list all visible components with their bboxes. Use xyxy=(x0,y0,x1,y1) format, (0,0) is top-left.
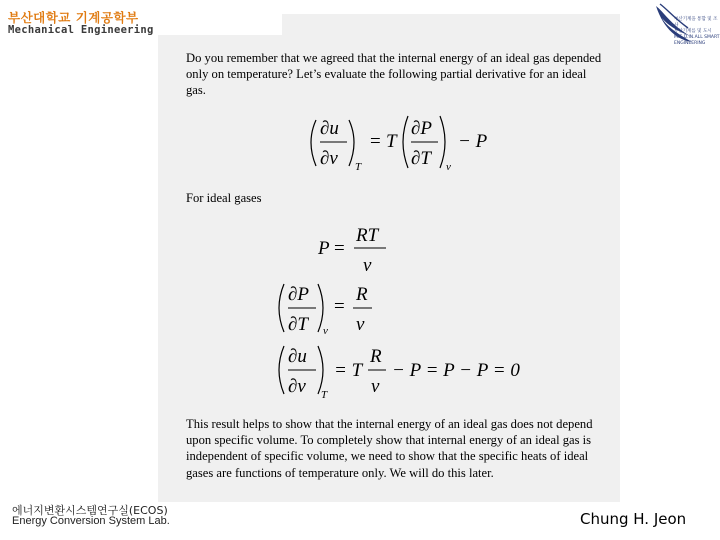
eq3-lhs-subscript: v xyxy=(323,325,328,337)
eq3-equals: = xyxy=(334,296,345,317)
eq4-numerator: R xyxy=(370,346,382,367)
eq2-denominator: v xyxy=(363,255,372,276)
eq2-equals: = xyxy=(334,238,345,259)
eq4-lhs-denominator: ∂v xyxy=(288,376,306,397)
eq4-denominator: v xyxy=(371,376,380,397)
equation-4 xyxy=(279,346,520,401)
conclusion-paragraph: This result helps to show that the internal energy of an ideal gas does not depend upon specific volume. To completely show that internal energy of an ideal gas is independent of specific volume, we need to show that the specific heats of ideal gases are functions of temperature only. We will do this later. xyxy=(186,417,593,480)
eq2-lhs: P xyxy=(318,238,330,259)
equation-2 xyxy=(317,225,386,276)
logo-text-line: 부산기계을 통합 및 조사 xyxy=(674,17,718,28)
lab-name-korean: 에너지변환시스템연구실(ECOS) xyxy=(12,504,168,517)
eq1-lhs-numerator: ∂u xyxy=(320,118,339,139)
logo-text-line: M.E.D.IN.ALL SMART ENGINEERING xyxy=(674,35,720,46)
department-name: Mechanical Engineering xyxy=(8,24,154,36)
ideal-gas-label: For ideal gases xyxy=(186,191,262,205)
eq3-numerator: R xyxy=(356,284,368,305)
lab-name-english: Energy Conversion System Lab. xyxy=(12,515,170,527)
eq1-lhs-subscript: T xyxy=(355,161,362,173)
eq3-denominator: v xyxy=(356,314,365,335)
university-name-korean: 부산대학교 기계공학부 xyxy=(8,10,139,25)
equation-1 xyxy=(311,116,488,173)
intro-paragraph: Do you remember that we agreed that the internal energy of an ideal gas depended only on temperature? Let’s evaluate the following partial derivative for an ideal gas. xyxy=(186,51,602,98)
eq4-lhs-numerator: ∂u xyxy=(288,346,307,367)
equation-3 xyxy=(279,284,372,337)
eq2-numerator: RT xyxy=(356,225,379,246)
eq4-equals-t: = T xyxy=(334,360,363,381)
eq1-rhs-subscript: v xyxy=(446,161,451,173)
eq4-tail: − P = P − P = 0 xyxy=(392,360,520,381)
author-name: Chung H. Jeon xyxy=(580,510,687,528)
eq1-rhs-denominator: ∂T xyxy=(411,148,431,169)
eq1-t: T xyxy=(386,131,397,152)
eq1-equals: = xyxy=(370,131,381,152)
eq3-lhs-numerator: ∂P xyxy=(288,284,309,305)
eq1-minus-p: − P xyxy=(458,131,488,152)
eq4-lhs-subscript: T xyxy=(321,389,328,401)
eq1-lhs-denominator: ∂v xyxy=(320,148,338,169)
eq3-lhs-denominator: ∂T xyxy=(288,314,308,335)
logo-text-line: 부산기계를 및 도시 xyxy=(674,29,712,34)
eq1-rhs-numerator: ∂P xyxy=(411,118,432,139)
